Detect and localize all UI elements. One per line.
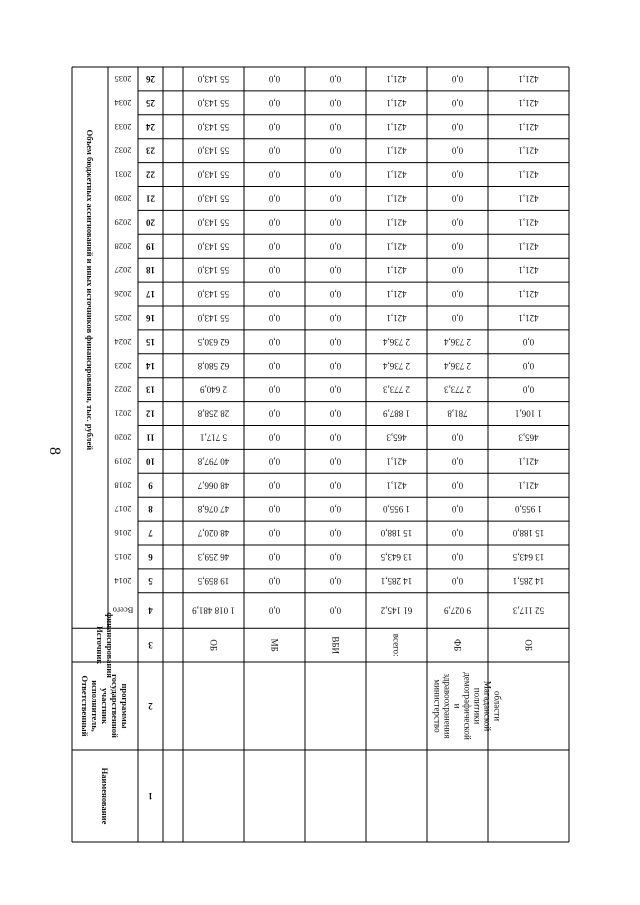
value-cell: 14 285,1 <box>380 575 413 586</box>
value-cell: 421,1 <box>518 145 539 156</box>
value-cell: 14 285,1 <box>512 575 545 586</box>
executor-line: Магаданской <box>482 680 493 732</box>
value-cell: 0,0 <box>329 145 342 156</box>
year-label: 2034 <box>114 97 132 108</box>
value-cell: 0,0 <box>268 551 281 562</box>
value-cell: 1 955,0 <box>383 504 410 515</box>
executor-header-line: Ответственный <box>80 675 90 737</box>
year-label: 2024 <box>114 336 132 347</box>
value-cell: 0,0 <box>329 336 342 347</box>
value-cell: 61 145,2 <box>380 605 413 616</box>
value-cell: 55 143,0 <box>197 73 230 84</box>
value-cell: 0,0 <box>329 605 342 616</box>
column-number: 21 <box>146 193 155 204</box>
year-label: 2026 <box>114 289 132 300</box>
value-cell: 421,1 <box>518 312 539 323</box>
value-cell: 0,0 <box>268 605 281 616</box>
value-cell: 0,0 <box>268 193 281 204</box>
value-cell: 0,0 <box>451 265 464 276</box>
column-number: 11 <box>146 432 155 443</box>
value-cell: 421,1 <box>386 265 407 276</box>
value-cell: 0,0 <box>268 289 281 300</box>
value-cell: 55 143,0 <box>197 265 230 276</box>
value-cell: 421,1 <box>518 289 539 300</box>
column-number: 26 <box>146 73 155 84</box>
value-cell: 0,0 <box>268 169 281 180</box>
value-cell: 0,0 <box>522 384 535 395</box>
value-cell: 0,0 <box>268 432 281 443</box>
value-cell: 0,0 <box>329 456 342 467</box>
value-cell: 421,1 <box>386 289 407 300</box>
value-cell: 0,0 <box>329 480 342 491</box>
value-cell: 0,0 <box>329 121 342 132</box>
value-cell: 465,3 <box>386 432 407 443</box>
year-label: 2030 <box>114 193 132 204</box>
value-cell: 0,0 <box>329 265 342 276</box>
value-cell: 0,0 <box>329 551 342 562</box>
value-cell: 0,0 <box>329 504 342 515</box>
year-label: 2022 <box>114 384 132 395</box>
value-cell: 0,0 <box>451 551 464 562</box>
value-cell: 0,0 <box>451 241 464 252</box>
year-label: 2033 <box>114 121 132 132</box>
value-cell: 0,0 <box>451 575 464 586</box>
source-cell: МБ <box>269 638 280 652</box>
value-cell: 0,0 <box>329 312 342 323</box>
column-number: 16 <box>146 312 155 323</box>
value-cell: 2 773,3 <box>383 384 410 395</box>
year-label: 2018 <box>114 480 132 491</box>
value-cell: 55 143,0 <box>197 193 230 204</box>
value-cell: 0,0 <box>268 97 281 108</box>
year-label: 2019 <box>114 456 132 467</box>
value-cell: 421,1 <box>386 241 407 252</box>
value-cell: 0,0 <box>329 384 342 395</box>
year-label: 2031 <box>114 169 132 180</box>
value-cell: 421,1 <box>518 480 539 491</box>
value-cell: 0,0 <box>451 73 464 84</box>
value-cell: 13 643,5 <box>512 551 545 562</box>
column-number: 15 <box>146 336 155 347</box>
value-cell: 0,0 <box>268 384 281 395</box>
year-label: 2025 <box>114 312 132 323</box>
value-cell: 46 259,3 <box>197 551 230 562</box>
value-cell: 0,0 <box>268 528 281 539</box>
value-cell: 0,0 <box>329 73 342 84</box>
year-label: 2016 <box>114 528 132 539</box>
value-cell: 0,0 <box>329 528 342 539</box>
executor-header-line: исполнитель, <box>90 680 100 732</box>
executor-line: здравоохранения <box>442 673 453 739</box>
value-cell: 421,1 <box>518 241 539 252</box>
value-cell: 0,0 <box>451 97 464 108</box>
year-label: 2035 <box>114 73 132 84</box>
source-cell: всего: <box>391 633 402 657</box>
value-cell: 55 143,0 <box>197 289 230 300</box>
executor-line: министерство <box>432 679 443 733</box>
value-cell: 421,1 <box>386 169 407 180</box>
value-cell: 5 717,1 <box>200 432 227 443</box>
value-cell: 2 736,4 <box>383 336 410 347</box>
value-cell: 2 640,9 <box>200 384 227 395</box>
column-number: 22 <box>146 169 155 180</box>
column-number: 8 <box>148 504 153 515</box>
value-cell: 0,0 <box>268 456 281 467</box>
source-header-line: Источник <box>95 626 105 665</box>
year-label: 2021 <box>114 408 132 419</box>
value-cell: 0,0 <box>268 336 281 347</box>
value-cell: 421,1 <box>386 121 407 132</box>
value-cell: 0,0 <box>268 121 281 132</box>
year-label: 2029 <box>114 217 132 228</box>
value-cell: 421,1 <box>518 217 539 228</box>
value-cell: 0,0 <box>329 408 342 419</box>
executor-line: и <box>452 703 463 709</box>
column-number: 5 <box>148 575 153 586</box>
value-cell: 0,0 <box>268 145 281 156</box>
value-cell: 1 106,1 <box>515 408 542 419</box>
year-label: 2023 <box>114 360 132 371</box>
value-cell: 2 736,4 <box>444 360 471 371</box>
value-cell: 2 736,4 <box>444 336 471 347</box>
executor-line: демографической <box>462 672 473 740</box>
executor-line: области <box>492 690 503 722</box>
value-cell: 55 143,0 <box>197 121 230 132</box>
value-cell: 0,0 <box>268 312 281 323</box>
value-cell: 421,1 <box>386 312 407 323</box>
value-cell: 0,0 <box>329 289 342 300</box>
column-number: 12 <box>146 408 155 419</box>
column-number: 20 <box>146 217 155 228</box>
value-cell: 421,1 <box>386 480 407 491</box>
executor-header-line: государственной <box>110 674 120 738</box>
value-cell: 2 736,4 <box>383 360 410 371</box>
value-cell: 0,0 <box>451 456 464 467</box>
source-cell: ФБ <box>452 639 463 652</box>
year-label: 2017 <box>114 504 132 515</box>
value-cell: 1 955,0 <box>515 504 542 515</box>
value-cell: 0,0 <box>329 432 342 443</box>
value-cell: 19 859,5 <box>197 575 230 586</box>
value-cell: 0,0 <box>451 504 464 515</box>
value-cell: 421,1 <box>518 97 539 108</box>
value-cell: 55 143,0 <box>197 145 230 156</box>
value-cell: 0,0 <box>451 169 464 180</box>
column-number: 1 <box>148 791 153 801</box>
column-number: 23 <box>146 145 155 156</box>
column-number: 7 <box>148 528 153 539</box>
source-cell: ОБ <box>208 639 219 651</box>
value-cell: 62 630,5 <box>197 336 230 347</box>
value-cell: 55 143,0 <box>197 241 230 252</box>
value-cell: 0,0 <box>268 480 281 491</box>
source-cell: ОБ <box>523 639 534 651</box>
value-cell: 0,0 <box>268 217 281 228</box>
total-label: Всего <box>112 605 134 616</box>
column-number: 13 <box>146 384 155 395</box>
column-number: 14 <box>146 360 155 371</box>
column-number: 24 <box>146 121 155 132</box>
value-cell: 55 143,0 <box>197 217 230 228</box>
value-cell: 55 143,0 <box>197 169 230 180</box>
value-cell: 1 887,9 <box>383 408 410 419</box>
value-cell: 0,0 <box>451 528 464 539</box>
value-cell: 48 020,7 <box>197 528 230 539</box>
value-cell: 0,0 <box>451 145 464 156</box>
value-cell: 421,1 <box>518 169 539 180</box>
value-cell: 421,1 <box>518 121 539 132</box>
column-number: 9 <box>148 480 153 491</box>
value-cell: 0,0 <box>268 504 281 515</box>
year-label: 2020 <box>114 432 132 443</box>
column-number: 6 <box>148 551 153 562</box>
value-cell: 421,1 <box>386 73 407 84</box>
value-cell: 52 117,3 <box>512 605 545 616</box>
page-number: 8 <box>46 447 63 455</box>
source-cell: ВБИ <box>330 636 341 654</box>
value-cell: 0,0 <box>329 575 342 586</box>
year-label: 2027 <box>114 265 132 276</box>
column-number: 25 <box>146 97 155 108</box>
value-cell: 0,0 <box>451 121 464 132</box>
value-cell: 0,0 <box>451 193 464 204</box>
value-cell: 28 258,8 <box>197 408 230 419</box>
value-cell: 421,1 <box>518 265 539 276</box>
value-cell: 47 076,8 <box>197 504 230 515</box>
value-cell: 0,0 <box>522 360 535 371</box>
column-number: 3 <box>148 640 153 651</box>
value-cell: 421,1 <box>386 193 407 204</box>
column-number: 17 <box>146 289 155 300</box>
value-cell: 0,0 <box>451 217 464 228</box>
value-cell: 421,1 <box>386 456 407 467</box>
value-cell: 781,8 <box>447 408 468 419</box>
name-header: Наименование <box>100 767 110 825</box>
value-cell: 421,1 <box>386 97 407 108</box>
value-cell: 40 797,8 <box>197 456 230 467</box>
value-cell: 0,0 <box>268 575 281 586</box>
value-cell: 0,0 <box>451 432 464 443</box>
value-cell: 0,0 <box>268 241 281 252</box>
value-cell: 0,0 <box>268 360 281 371</box>
column-number: 10 <box>146 456 155 467</box>
value-cell: 13 643,5 <box>380 551 413 562</box>
value-cell: 0,0 <box>329 193 342 204</box>
value-cell: 421,1 <box>386 217 407 228</box>
value-cell: 0,0 <box>268 73 281 84</box>
value-cell: 421,1 <box>386 145 407 156</box>
value-cell: 9 027,9 <box>444 605 471 616</box>
value-cell: 55 143,0 <box>197 312 230 323</box>
value-cell: 62 580,8 <box>197 360 230 371</box>
value-cell: 421,1 <box>518 73 539 84</box>
value-cell: 0,0 <box>329 360 342 371</box>
value-cell: 0,0 <box>329 169 342 180</box>
value-cell: 0,0 <box>522 336 535 347</box>
executor-line: политики <box>472 687 483 725</box>
value-cell: 0,0 <box>268 408 281 419</box>
value-cell: 0,0 <box>268 265 281 276</box>
column-number: 2 <box>148 701 153 711</box>
source-header-line: финансирования <box>105 612 115 678</box>
value-cell: 421,1 <box>518 193 539 204</box>
value-cell: 421,1 <box>518 456 539 467</box>
year-label: 2032 <box>114 145 132 156</box>
volume-header: Объем бюджетных ассигнований и иных источников финансирования, тыс. рублей <box>85 129 95 451</box>
value-cell: 0,0 <box>451 312 464 323</box>
value-cell: 2 773,3 <box>444 384 471 395</box>
column-number: 18 <box>146 265 155 276</box>
value-cell: 48 066,7 <box>197 480 230 491</box>
value-cell: 465,3 <box>518 432 539 443</box>
column-number: 19 <box>146 241 155 252</box>
year-label: 2015 <box>114 551 132 562</box>
value-cell: 0,0 <box>329 97 342 108</box>
year-label: 2014 <box>114 575 132 586</box>
value-cell: 55 143,0 <box>197 97 230 108</box>
value-cell: 0,0 <box>329 241 342 252</box>
executor-header-line: участник <box>100 688 110 724</box>
value-cell: 0,0 <box>451 289 464 300</box>
executor-header-line: программы <box>120 683 130 729</box>
value-cell: 1 018 481,9 <box>192 605 235 616</box>
value-cell: 15 188,0 <box>512 528 545 539</box>
column-number: 4 <box>148 605 153 616</box>
value-cell: 15 188,0 <box>380 528 413 539</box>
year-label: 2028 <box>114 241 132 252</box>
value-cell: 0,0 <box>451 480 464 491</box>
value-cell: 0,0 <box>329 217 342 228</box>
